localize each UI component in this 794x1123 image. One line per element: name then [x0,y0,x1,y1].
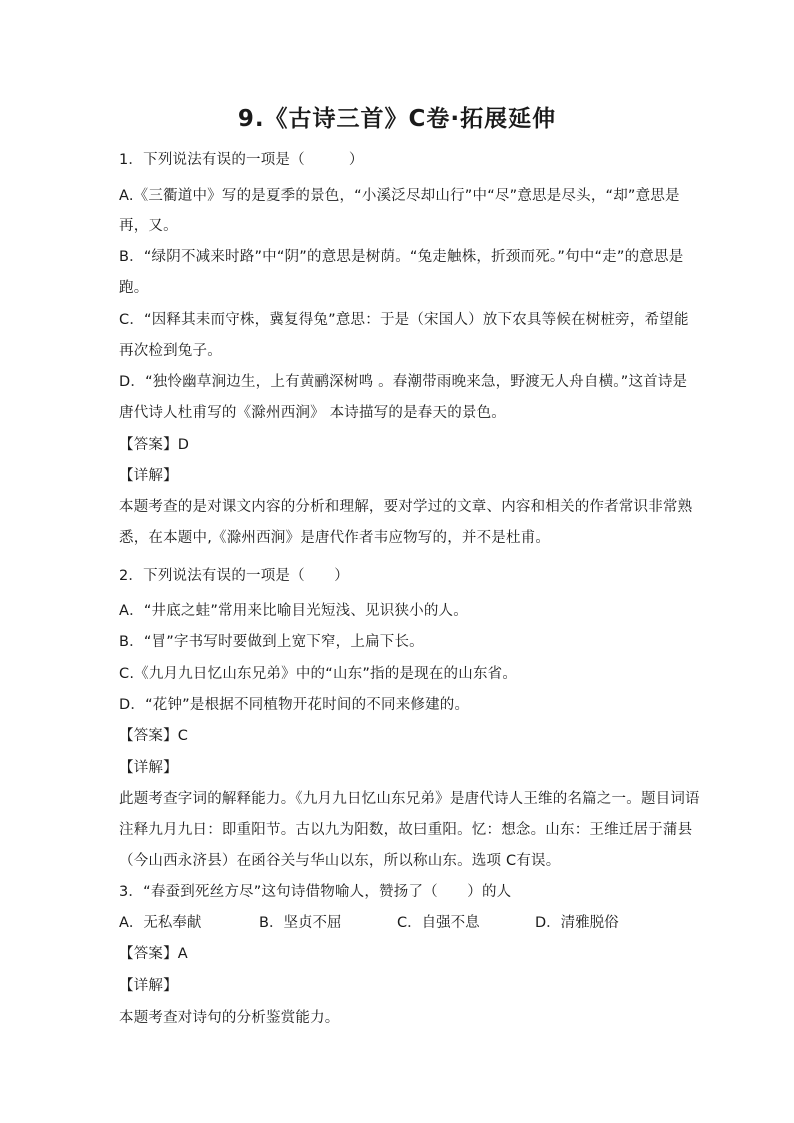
q2-answer: 【答案】C [119,728,189,744]
q1-option-b-line2: 跑。 [119,280,149,296]
q3-option-d: D．清雅脱俗 [535,915,619,931]
q3-answer: 【答案】A [119,946,188,962]
q1-option-a-line1: A.《三衢道中》写的是夏季的景色，“小溪泛尽却山行”中“尽”意思是尽头，“却”意思是 [119,188,680,204]
q1-explanation-line2: 悉，在本题中,《滁州西涧》是唐代作者韦应物写的，并不是杜甫。 [119,530,551,546]
q2-option-c: C.《九月九日忆山东兄弟》中的“山东”指的是现在的山东省。 [119,666,518,682]
q2-option-a: A．“井底之蛙”常用来比喻目光短浅、见识狭小的人。 [119,603,468,619]
q3-option-c: C．自强不息 [397,915,480,931]
q2-option-b: B．“冒”字书写时要做到上宽下窄，上扁下长。 [119,634,424,650]
q2-explanation-label: 【详解】 [119,760,178,776]
q1-explanation-label: 【详解】 [119,468,178,484]
q3-explanation-line1: 本题考查对诗句的分析鉴赏能力。 [119,1010,340,1026]
q1-option-d-line2: 唐代诗人杜甫写的《滁州西涧》 本诗描写的是春天的景色。 [119,405,507,421]
q1-option-c-line1: C．“因释其耒而守株，冀复得兔”意思：于是（宋国人）放下农具等候在树桩旁，希望能 [119,312,689,328]
q1-option-d-line1: D．“独怜幽草涧边生，上有黄鹂深树鸣 。春潮带雨晚来急，野渡无人舟自横。”这首诗是 [119,374,688,390]
q1-option-b-line1: B．“绿阴不减来时路”中“阴”的意思是树荫。“兔走触株，折颈而死。”句中“走”的意思是 [119,249,684,265]
q1-option-c-line2: 再次检到兔子。 [119,343,222,359]
q2-explanation-line3: （今山西永济县）在函谷关与华山以东，所以称山东。选项 C有误。 [119,853,561,869]
q3-option-b: B．坚贞不屈 [259,915,342,931]
q2-explanation-line2: 注释九月九日：即重阳节。古以九为阳数，故曰重阳。忆：想念。山东：王维迁居于蒲县 [119,822,693,838]
q1-option-a-line2: 再，又。 [119,218,178,234]
q3-option-a: A．无私奉献 [119,915,202,931]
q1-answer: 【答案】D [119,437,190,453]
page-title: 9.《古诗三首》C卷·拓展延伸 [237,106,557,132]
q2-option-d: D．“花钟”是根据不同植物开花时间的不同来修建的。 [119,697,470,713]
q2-explanation-line1: 此题考查字词的解释能力。《九月九日忆山东兄弟》是唐代诗人王维的名篇之一。题目词语 [119,791,700,807]
q3-stem: 3．“春蚕到死丝方尽”这句诗借物喻人，赞扬了（ ）的人 [119,884,512,900]
q1-explanation-line1: 本题考查的是对课文内容的分析和理解，要对学过的文章、内容和相关的作者常识非常熟 [119,499,693,515]
q3-explanation-label: 【详解】 [119,978,178,994]
q1-stem: 1．下列说法有误的一项是（ ） [119,152,364,168]
q2-stem: 2．下列说法有误的一项是（ ） [119,568,349,584]
